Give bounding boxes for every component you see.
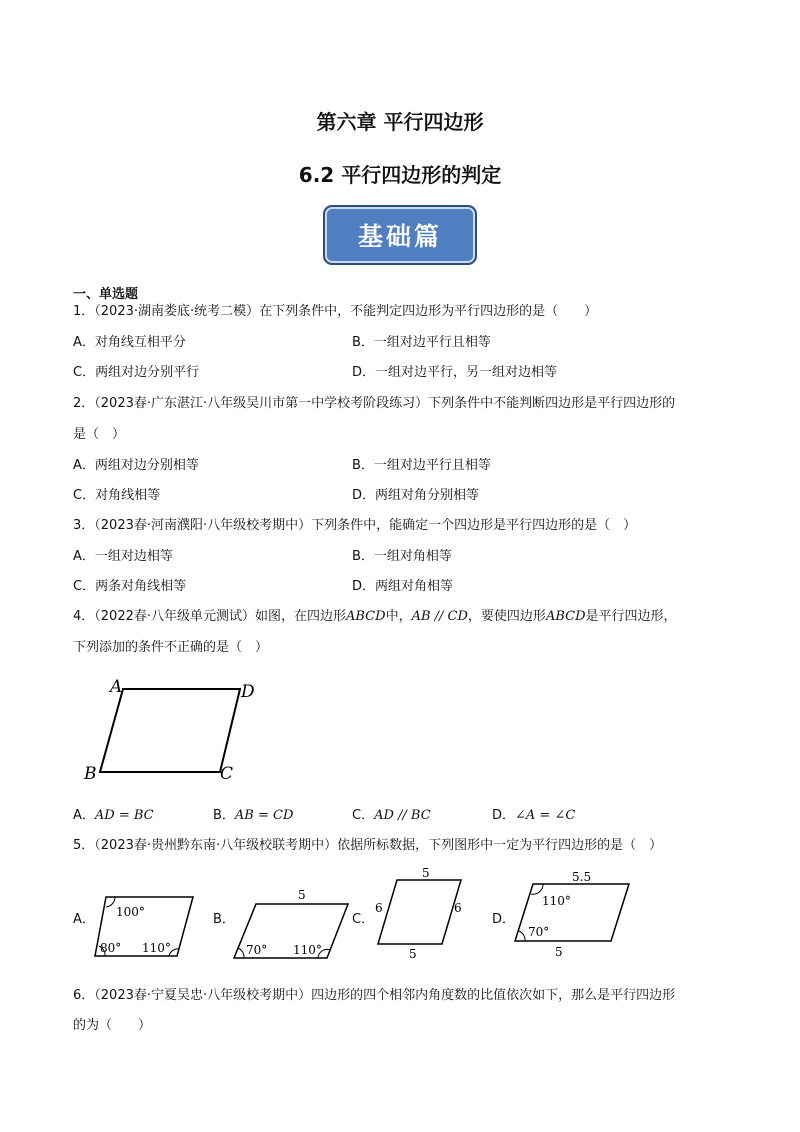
figure-c-side-bottom: 5 xyxy=(409,947,417,961)
question-1-stem: 1．（2023·湖南娄底·统考二模）在下列条件中，不能判定四边形为平行四边形的是（ ） xyxy=(73,304,598,319)
question-1-option-b: B．一组对边平行且相等 xyxy=(352,335,491,350)
figure-c-shape xyxy=(378,880,461,944)
q4-text-a: 4．（2022春·八年级单元测试）如图，在四边形 xyxy=(73,609,346,624)
question-1-option-a: A．对角线互相平分 xyxy=(73,335,186,350)
question-1-option-c: C．两组对边分别平行 xyxy=(73,365,200,380)
question-4-stem-cont: 下列添加的条件不正确的是（ ） xyxy=(73,640,269,655)
figure-d-angle-bl: 70° xyxy=(528,925,550,939)
section-heading: 一、单选题 xyxy=(73,287,139,302)
figure-b-side-top: 5 xyxy=(298,888,306,902)
figure-a-angle-tl: 100° xyxy=(116,905,145,919)
q4-opt-c-math: AD // BC xyxy=(374,808,431,823)
question-3-option-d: D．两组对角相等 xyxy=(352,579,454,594)
question-6-stem-cont: 的为（ ） xyxy=(73,1018,152,1033)
question-5-option-a: A． xyxy=(73,912,95,927)
question-5-option-b: B． xyxy=(213,912,235,927)
question-4-figure xyxy=(80,675,270,785)
figure-a-angle-bl: 80° xyxy=(100,941,122,955)
q4-opt-a-label: A． xyxy=(73,808,95,823)
question-1-option-d: D．一组对边平行，另一组对边相等 xyxy=(352,365,558,380)
question-2-option-a: A．两组对边分别相等 xyxy=(73,458,199,473)
level-badge xyxy=(323,205,477,265)
figure-d-side-top: 5.5 xyxy=(572,870,592,884)
figure-b-angle-bl: 70° xyxy=(246,943,268,957)
q4-math-parallel: AB // CD xyxy=(411,609,468,624)
q4-opt-c-label: C． xyxy=(352,808,375,823)
q4-opt-b-label: B． xyxy=(213,808,235,823)
q4-math-abcd: ABCD xyxy=(346,609,386,624)
vertex-a-label: A xyxy=(110,677,123,697)
q4-text-c: ，要使四边形 xyxy=(467,609,546,624)
q4-opt-a-math: AD = BC xyxy=(94,808,154,823)
figure-c-side-top: 5 xyxy=(422,866,430,880)
question-5-stem: 5．（2023春·贵州黔东南·八年级校联考期中）依据所标数据，下列图形中一定为平行四边形的是（ ） xyxy=(73,838,663,853)
question-2-stem-cont: 是（ ） xyxy=(73,427,126,442)
question-3-option-b: B．一组对角相等 xyxy=(352,549,452,564)
question-4-stem xyxy=(73,609,677,625)
figure-a-angle-br: 110° xyxy=(142,941,171,955)
question-5-option-d: D． xyxy=(492,912,516,927)
figure-b-angle-br: 110° xyxy=(293,943,322,957)
vertex-c-label: C xyxy=(220,764,234,784)
vertex-d-label: D xyxy=(241,682,255,702)
question-2-option-d: D．两组对角分别相等 xyxy=(352,488,480,503)
q4-opt-b-math: AB = CD xyxy=(234,808,294,823)
q4-text-b: 中， xyxy=(385,609,412,624)
q4-text-d: 是平行四边形， xyxy=(585,609,677,624)
question-4-option-a xyxy=(73,808,154,824)
figure-c-side-right: 6 xyxy=(454,901,462,915)
figure-c-side-left: 6 xyxy=(375,901,383,915)
level-badge-label: 基础篇 xyxy=(357,222,442,251)
q4-opt-d-label: D． xyxy=(492,808,516,823)
section-title: 6.2 平行四边形的判定 xyxy=(298,163,502,187)
question-3-stem: 3．（2023春·河南濮阳·八年级校考期中）下列条件中，能确定一个四边形是平行四边形的是（ ） xyxy=(73,518,637,533)
q4-opt-d-math: ∠A = ∠C xyxy=(515,808,576,823)
question-4-option-c xyxy=(352,808,431,824)
question-6-stem: 6．（2023春·宁夏吴忠·八年级校考期中）四边形的四个相邻内角度数的比值依次如下，那么是平行四边形 xyxy=(73,988,676,1003)
question-5-option-c: C． xyxy=(352,912,375,927)
figure-a-arc-tl xyxy=(106,897,115,907)
figure-b-arc-bl xyxy=(238,948,244,958)
question-5-figure-a xyxy=(92,885,202,965)
question-3-option-c: C．两条对角线相等 xyxy=(73,579,187,594)
figure-d-arc-bl xyxy=(519,931,525,941)
question-3-option-a: A．一组对边相等 xyxy=(73,549,173,564)
parallelogram-abcd xyxy=(100,689,240,772)
figure-d-angle-tl: 110° xyxy=(542,894,571,908)
question-2-option-b: B．一组对边平行且相等 xyxy=(352,458,491,473)
question-5-figure-d xyxy=(510,867,640,967)
question-4-option-d xyxy=(492,808,575,824)
question-2-option-c: C．对角线相等 xyxy=(73,488,161,503)
q4-math-abcd-2: ABCD xyxy=(545,609,586,624)
vertex-b-label: B xyxy=(84,764,97,784)
question-2-stem: 2．（2023春·广东湛江·八年级吴川市第一中学校考阶段练习）下列条件中不能判断四边形是平行四边形的 xyxy=(73,396,676,411)
chapter-title: 第六章 平行四边形 xyxy=(316,110,484,134)
figure-d-side-bottom: 5 xyxy=(555,945,563,959)
question-5-figure-b xyxy=(228,884,358,966)
question-5-figure-c xyxy=(370,865,470,965)
question-4-option-b xyxy=(213,808,293,824)
